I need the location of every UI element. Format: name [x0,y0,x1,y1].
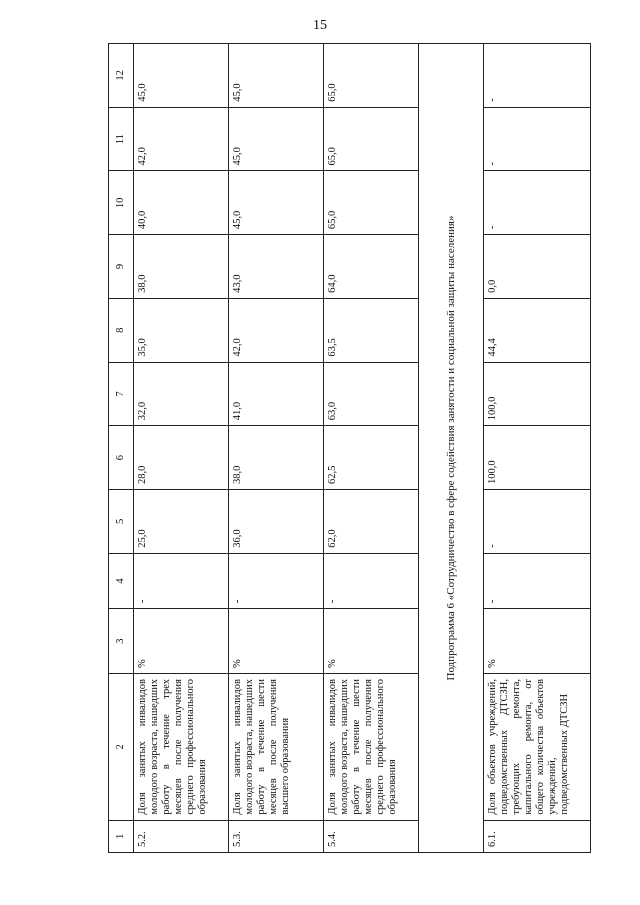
unit-cell: % [134,609,229,674]
table-row [324,44,419,853]
subprogram-title: Подпрограмма 6 «Сотрудничество в сфере содействия занятости и социальной защиты населения» [419,44,484,853]
value-cell: 45,0 [229,107,324,171]
header-cell: 1 [109,820,134,852]
table-row [229,44,324,853]
indicator-name: Доля объектов учреждений, подведомственных ДТСЗН, требующих ремонта, капитального ремонта, от общего количества объектов учреждений, подведомственных ДТСЗН [484,674,591,821]
value-cell: 63,0 [324,362,419,426]
value-cell: - [484,107,591,171]
value-cell: 64,0 [324,235,419,299]
rotated-table-wrapper [108,43,583,853]
value-cell: 65,0 [324,44,419,108]
value-cell: 28,0 [134,426,229,490]
value-cell: 41,0 [229,362,324,426]
header-cell: 9 [109,235,134,299]
value-cell: - [324,553,419,609]
indicator-name: Доля занятых инвалидов молодого возраста, нашедших работу в течение шести месяцев после получения высшего образования [229,674,324,821]
header-cell: 11 [109,107,134,171]
row-number: 5.2. [134,820,229,852]
value-cell: 45,0 [229,44,324,108]
value-cell: - [484,171,591,235]
value-cell: 45,0 [229,171,324,235]
value-cell: - [134,553,229,609]
unit-cell: % [484,609,591,674]
value-cell: 38,0 [229,426,324,490]
value-cell: - [484,489,591,553]
table-header-row [109,44,134,853]
value-cell: 62,5 [324,426,419,490]
header-cell: 3 [109,609,134,674]
table-row [134,44,229,853]
value-cell: 25,0 [134,489,229,553]
unit-cell: % [324,609,419,674]
header-cell: 7 [109,362,134,426]
value-cell: - [484,44,591,108]
subprogram-row [419,44,484,853]
header-cell: 8 [109,298,134,362]
value-cell: 65,0 [324,171,419,235]
value-cell: 62,0 [324,489,419,553]
header-cell: 2 [109,674,134,821]
value-cell: 43,0 [229,235,324,299]
value-cell: 45,0 [134,44,229,108]
value-cell: 100,0 [484,362,591,426]
header-cell: 12 [109,44,134,108]
value-cell: 0,0 [484,235,591,299]
value-cell: 42,0 [229,298,324,362]
indicators-table [108,43,591,853]
value-cell: - [229,553,324,609]
value-cell: 35,0 [134,298,229,362]
value-cell: 32,0 [134,362,229,426]
header-cell: 6 [109,426,134,490]
row-number: 6.1. [484,820,591,852]
value-cell: 36,0 [229,489,324,553]
value-cell: 63,5 [324,298,419,362]
value-cell: 42,0 [134,107,229,171]
value-cell: 65,0 [324,107,419,171]
page-number: 15 [313,18,327,33]
row-number: 5.4. [324,820,419,852]
value-cell: 40,0 [134,171,229,235]
unit-cell: % [229,609,324,674]
header-cell: 5 [109,489,134,553]
header-cell: 10 [109,171,134,235]
value-cell: - [484,553,591,609]
value-cell: 38,0 [134,235,229,299]
value-cell: 44,4 [484,298,591,362]
indicator-name: Доля занятых инвалидов молодого возраста, нашедших работу в течение трех месяцев после получения среднего профессионального образования [134,674,229,821]
row-number: 5.3. [229,820,324,852]
value-cell: 100,0 [484,426,591,490]
indicator-name: Доля занятых инвалидов молодого возраста, нашедших работу в течение шести месяцев после получения среднего профессионального образования [324,674,419,821]
header-cell: 4 [109,553,134,609]
table-row [484,44,591,853]
